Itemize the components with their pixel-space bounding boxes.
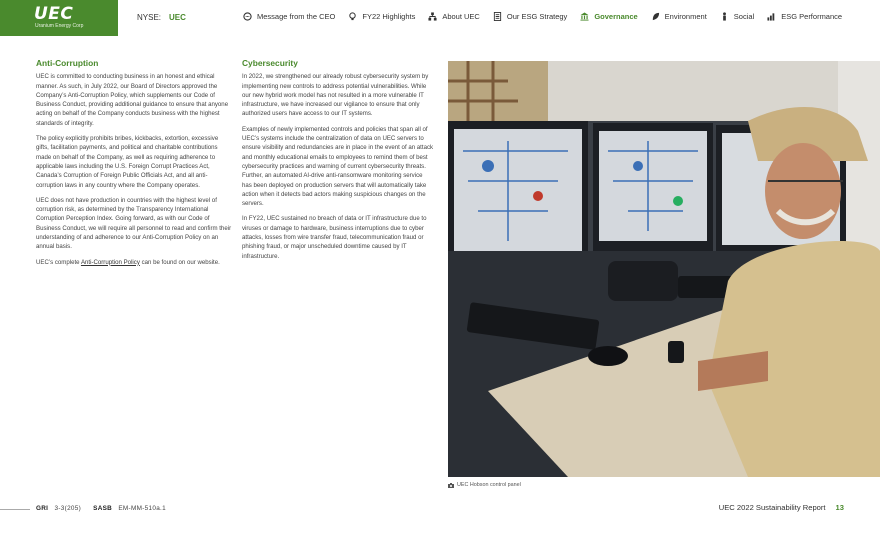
nav-label: Governance (594, 12, 638, 21)
bar-chart-icon (767, 12, 776, 21)
ticker-label: NYSE: (137, 13, 162, 22)
paragraph-policy-link (36, 258, 232, 267)
section-title: Anti-Corruption (36, 58, 99, 68)
control-room-photo (448, 61, 880, 477)
nav-label: Environment (664, 12, 707, 21)
top-navigation-bar (0, 0, 880, 36)
document-icon (493, 12, 502, 21)
nav-item-environment[interactable] (651, 12, 707, 21)
anti-corruption-section (36, 59, 232, 273)
cybersecurity-section (242, 59, 434, 267)
nav-label: ESG Performance (781, 12, 843, 21)
main-nav (243, 12, 855, 21)
leaf-icon (651, 12, 660, 21)
paragraph: The policy explicitly prohibits bribes, kickbacks, extortion, excessive gifts, facilitation payments, and political and charitable contributions made on behalf of the Company, as well as requiring adherence to applicable laws including the U.S. Foreign Corrupt Practices Act, Canada’s Corruption of Foreign Public Officials Act, and all anti-corruption laws in any country where the Company operates. (36, 135, 219, 189)
footer-report-info (719, 503, 844, 512)
camera-icon (448, 483, 454, 488)
nav-item-social[interactable] (720, 12, 754, 21)
footer-divider (0, 509, 30, 510)
bank-icon (580, 12, 589, 21)
nav-label: About UEC (442, 12, 480, 21)
nav-label: Message from the CEO (257, 12, 336, 21)
logo-text: UEC (34, 4, 74, 24)
nav-label: Social (733, 12, 755, 21)
nav-item-esg-strategy[interactable] (493, 12, 567, 21)
photo-caption (448, 482, 521, 488)
sasb-label: SASB (93, 505, 113, 512)
caption-text: UEC Hobson control panel (457, 482, 521, 488)
report-title: UEC 2022 Sustainability Report (718, 503, 826, 512)
lightbulb-icon (348, 12, 357, 21)
footer-references (36, 505, 176, 512)
nav-label: FY22 Highlights (362, 12, 416, 21)
nav-item-governance[interactable] (580, 12, 637, 21)
paragraph: UEC does not have production in countries with the highest level of corruption risk, as determined by the Transparency International Corruption Perception Index. Going forward, as with our Code of Business Conduct, we will require all personnel to read and confirm their understanding of and adherence to our Anti-Corruption Policy on an annual basis. (36, 196, 232, 251)
stock-ticker (137, 13, 186, 22)
chat-icon (243, 12, 252, 21)
sasb-value: EM-MM-510a.1 (118, 505, 166, 512)
uec-logo[interactable] (0, 0, 118, 36)
nav-item-about[interactable] (428, 12, 480, 21)
nav-item-ceo-message[interactable] (243, 12, 335, 21)
policy-text-pre: UEC’s complete (36, 258, 81, 266)
section-title: Cybersecurity (242, 58, 298, 68)
logo-subtitle: Uranium Energy Corp (35, 23, 84, 29)
control-room-illustration (448, 61, 880, 477)
paragraph: In FY22, UEC sustained no breach of data or IT infrastructure due to viruses or damage to hardware, business interruptions due to cyber attacks, losses from wire transfer fraud, telecommunication fraud or phishing fraud, or major unscheduled downtime caused by IT infrastructure. (242, 215, 427, 260)
gri-value: 3-3(205) (54, 505, 82, 512)
policy-text-post: can be found on our website. (139, 258, 220, 266)
person-icon (720, 12, 729, 21)
org-chart-icon (428, 12, 437, 21)
paragraph: Examples of newly implemented controls and policies that span all of UEC’s systems include the centralization of data on UEC servers to ensure visibility and redundancies are in place in the event of an attack and monthly educational emails to employees to remind them of best cybersecurity practices and warning of current cybersecurity threats. Further, an automated AI-drive anti-ransomware monitoring service has been deployed on production servers that will automatically take action when it detects bad actors making suspicious changes on the servers. (242, 125, 434, 208)
paragraph: In 2022, we strengthened our already robust cybersecurity system by implementing new controls to address potential vulnerabilities. While our new hybrid work model has not resulted in a more vulnerable IT infrastructure, we have increased our vigilance to ensure that only authorized users have access to our IT systems. (242, 73, 429, 118)
ticker-symbol: UEC (169, 13, 186, 22)
page-number: 13 (835, 503, 844, 512)
gri-label: GRI (36, 505, 49, 512)
anti-corruption-policy-link[interactable]: Anti-Corruption Policy (80, 258, 140, 266)
nav-label: Our ESG Strategy (506, 12, 568, 21)
nav-item-highlights[interactable] (348, 12, 415, 21)
nav-item-esg-performance[interactable] (767, 12, 842, 21)
paragraph: UEC is committed to conducting business in an honest and ethical manner. As such, in July 2022, our Board of Directors approved the Company’s Anti-Corruption Policy, which supplements our Code of Business Conduct, providing additional guidance to ensure that anyone acting on behalf of the Company conducts business with the highest standards of integrity. (36, 73, 229, 127)
